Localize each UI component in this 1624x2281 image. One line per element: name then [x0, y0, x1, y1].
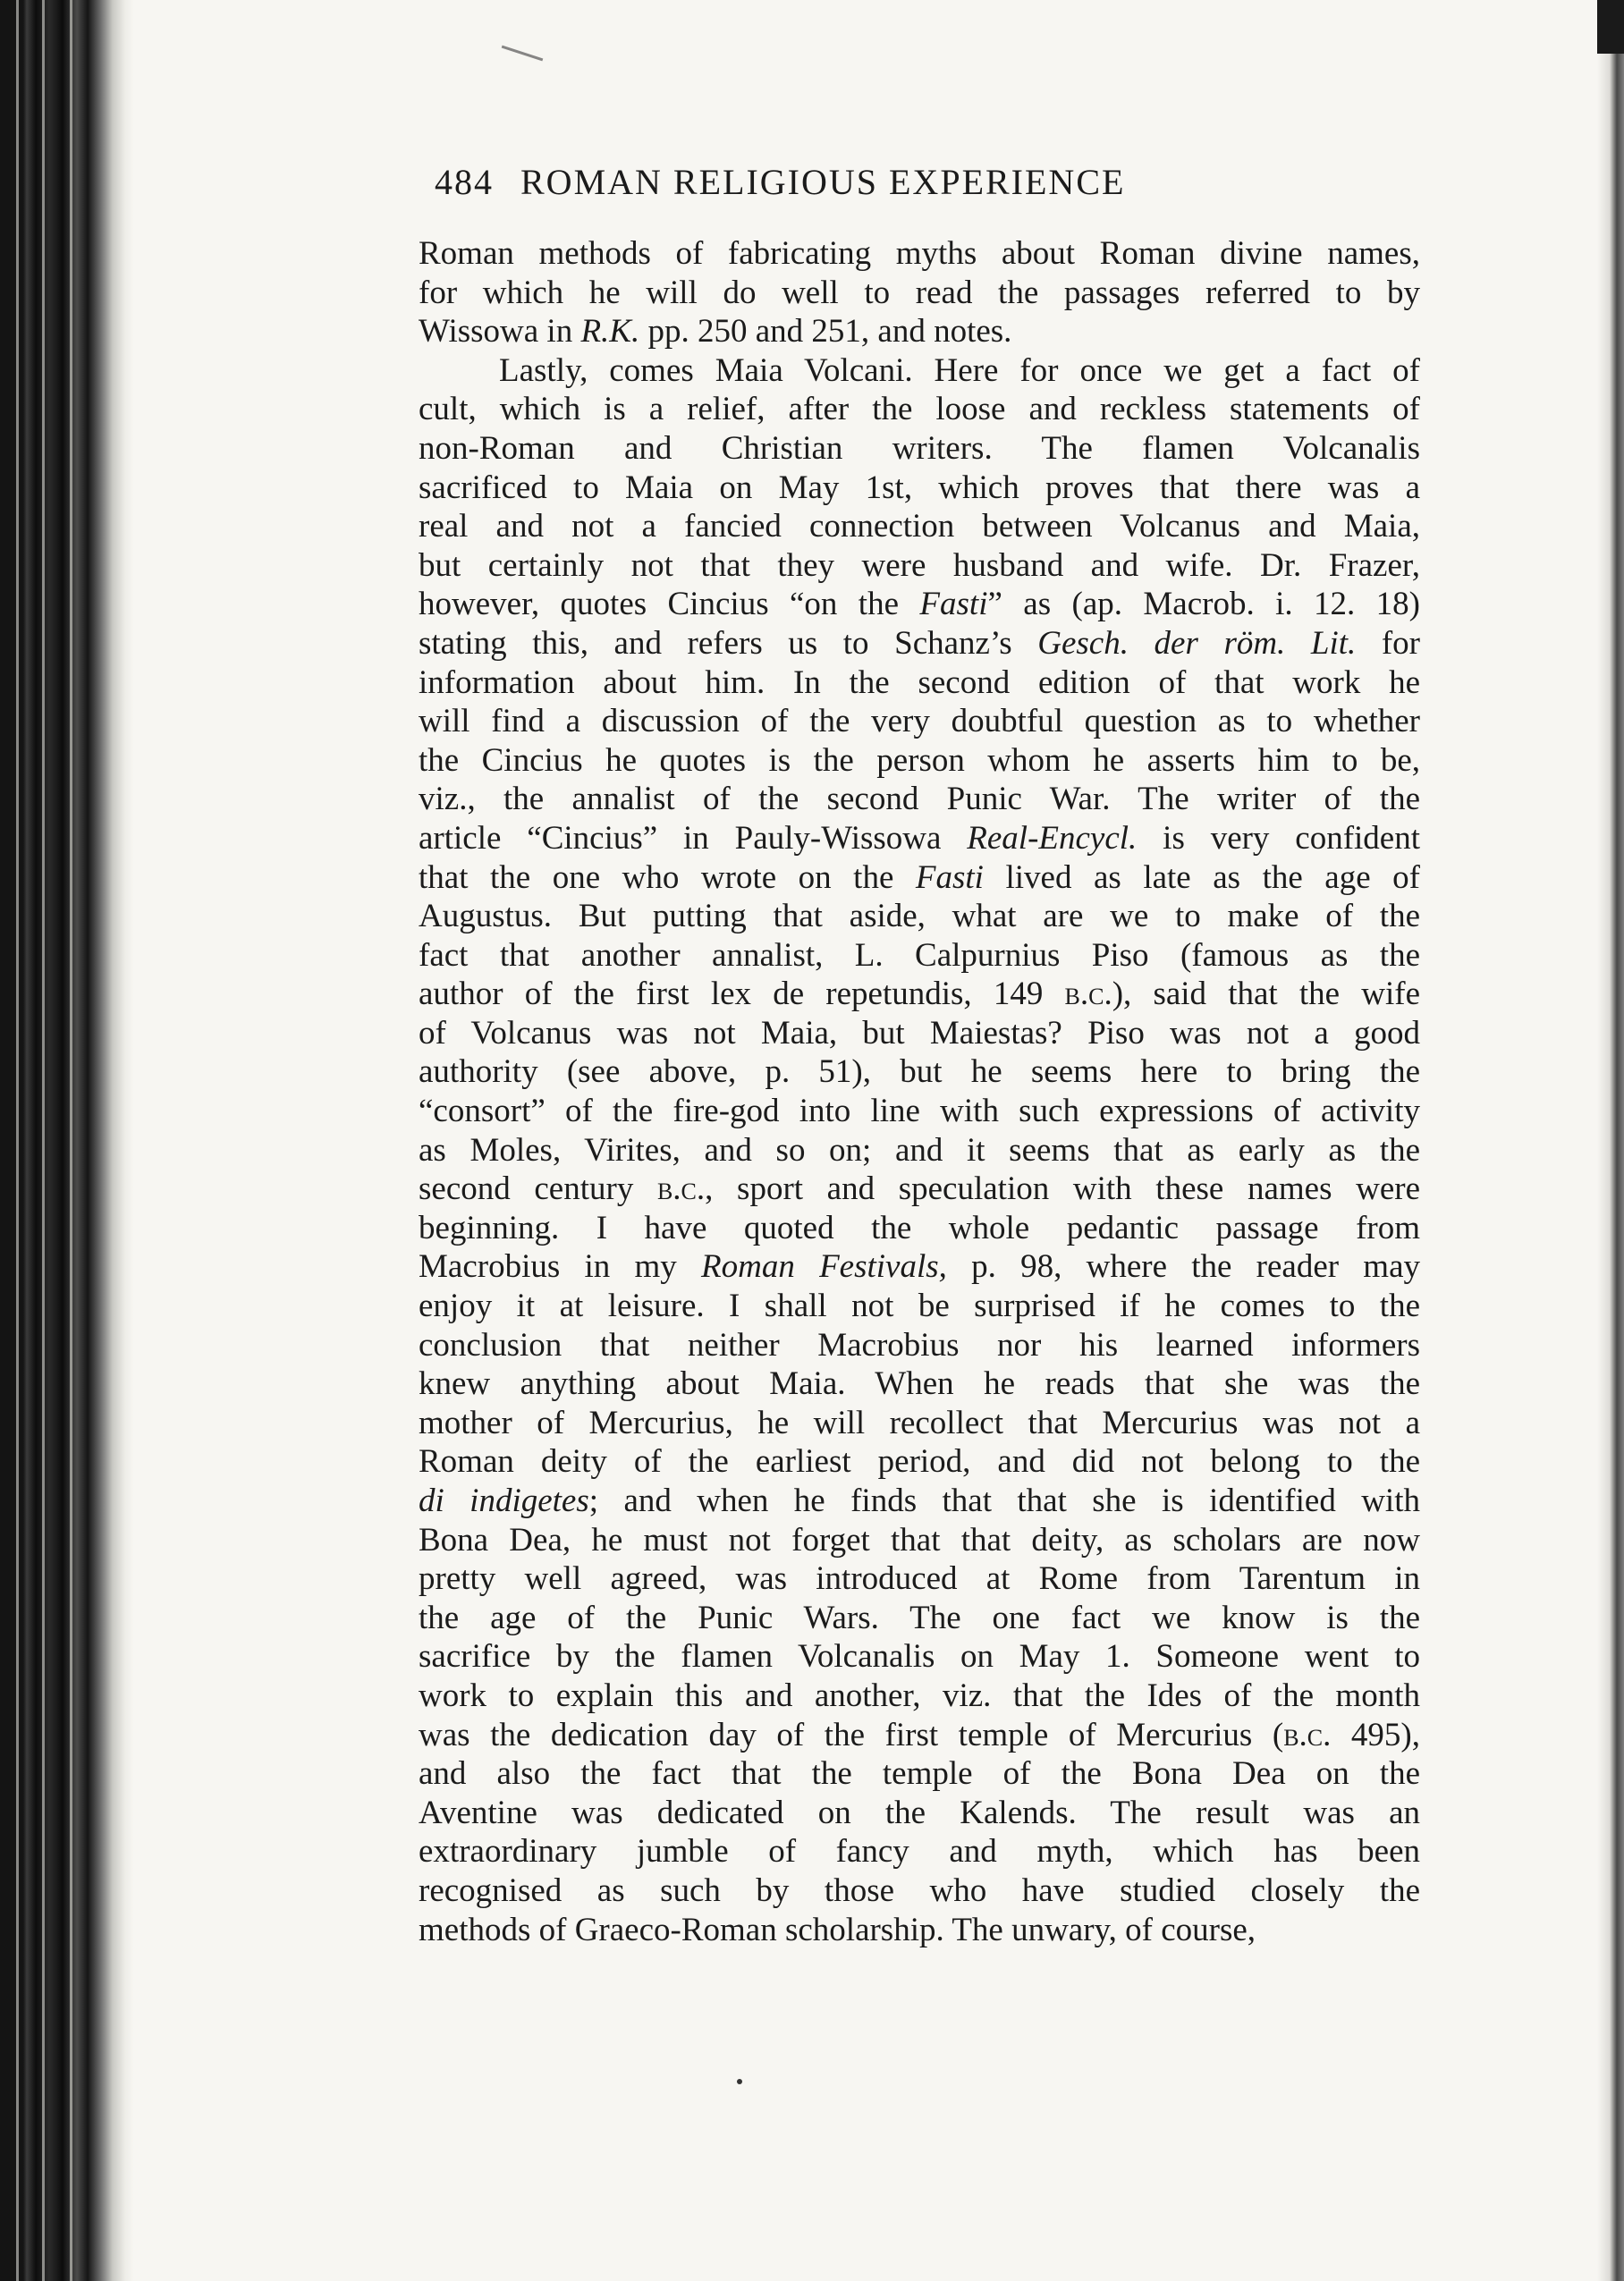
text-line: extraordinary jumble of fancy and myth, which has been: [419, 1833, 1420, 1871]
small-caps-span: b.c.: [1283, 1716, 1332, 1753]
text-line: information about him. In the second edition of that work he: [419, 663, 1420, 701]
text-span: Wissowa in: [419, 313, 581, 351]
text-span: , sport and speculation with these names were: [705, 1170, 1420, 1208]
text-line: Bona Dea, he must not forget that that deity, as scholars are now: [419, 1521, 1420, 1559]
page-number: 484: [435, 162, 494, 202]
binding-streak: [16, 0, 19, 2281]
text-span: second century: [419, 1170, 657, 1208]
text-line: cult, which is a relief, after the loose and reckless statements of: [419, 391, 1420, 428]
text-line: non-Roman and Christian writers. The flamen Volcanalis: [419, 429, 1420, 467]
text-line: knew anything about Maia. When he reads that she was the: [419, 1365, 1420, 1403]
text-line: [419, 819, 1420, 858]
text-line: Augustus. But putting that aside, what are we to make of the: [419, 898, 1420, 935]
text-span: 495),: [1331, 1716, 1420, 1753]
text-line: [419, 624, 1420, 663]
text-line: [419, 1716, 1420, 1755]
text-line: but certainly not that they were husband and wife. Dr. Frazer,: [419, 546, 1420, 584]
text-span: for: [1356, 624, 1421, 662]
text-line: [419, 975, 1420, 1014]
text-line: real and not a fancied connection between Volcanus and Maia,: [419, 508, 1420, 545]
text-line: enjoy it at leisure. I shall not be surprised if he comes to the: [419, 1288, 1420, 1325]
text-line: the Cincius he quotes is the person whom he asserts him to be,: [419, 741, 1420, 779]
text-span: pp. 250 and 251, and notes.: [639, 313, 1012, 351]
body-text: [419, 234, 1420, 1949]
text-line: [419, 1482, 1420, 1521]
italic-span: Fasti: [915, 858, 984, 896]
running-header: [435, 161, 1418, 204]
book-binding-shadow: [0, 0, 134, 2281]
page-corner-shadow: [1597, 0, 1624, 54]
text-line: mother of Mercurius, he will recollect that Mercurius was not a: [419, 1404, 1420, 1441]
text-line: conclusion that neither Macrobius nor his learned informers: [419, 1326, 1420, 1364]
text-span: ” as (ap. Macrob. i. 12. 18): [987, 586, 1420, 623]
running-head-title: ROMAN RELIGIOUS EXPERIENCE: [520, 162, 1126, 202]
text-span: is very confident: [1137, 819, 1421, 857]
text-line: Roman methods of fabricating myths about Roman divine names,: [419, 235, 1420, 272]
text-span: however, quotes Cincius “on the: [419, 586, 920, 623]
binding-streak: [70, 0, 72, 2281]
text-line: [419, 1247, 1420, 1287]
text-line: viz., the annalist of the second Punic War. The writer of the: [419, 781, 1420, 818]
page-right-edge: [1597, 0, 1624, 2281]
text-line: pretty well agreed, was introduced at Rome from Tarentum in: [419, 1560, 1420, 1598]
small-caps-span: b.c.: [1064, 976, 1112, 1013]
text-span: was the dedication day of the first temple of Mercurius (: [419, 1716, 1284, 1753]
text-span: ; and when he finds that that she is identified with: [588, 1483, 1420, 1519]
pencil-mark: [502, 46, 544, 62]
text-line: beginning. I have quoted the whole pedantic passage from: [419, 1209, 1420, 1246]
text-span: Macrobius in my: [419, 1248, 702, 1286]
text-span: author of the first lex de repetundis, 149: [419, 976, 1065, 1013]
text-line: fact that another annalist, L. Calpurnius Piso (famous as the: [419, 936, 1420, 974]
text-line: “consort” of the fire-god into line with such expressions of activity: [419, 1093, 1420, 1130]
text-line: the age of the Punic Wars. The one fact we know is the: [419, 1599, 1420, 1636]
text-line: and also the fact that the temple of the Bona Dea on the: [419, 1755, 1420, 1793]
italic-span: di indigetes: [419, 1483, 589, 1519]
text-line: work to explain this and another, viz. that the Ides of the month: [419, 1677, 1420, 1714]
text-span: article “Cincius” in Pauly-Wissowa: [419, 819, 968, 857]
text-line: [419, 585, 1420, 624]
italic-span: Real-Encycl.: [967, 819, 1138, 857]
italic-span: Gesch. der röm. Lit.: [1037, 624, 1357, 662]
text-line: recognised as such by those who have studied closely the: [419, 1871, 1420, 1909]
text-line: [419, 312, 1420, 351]
binding-streak: [42, 0, 45, 2281]
text-line: Roman deity of the earliest period, and did not belong to the: [419, 1443, 1420, 1481]
text-line: as Moles, Virites, and so on; and it seems that as early as the: [419, 1131, 1420, 1169]
text-span: that the one who wrote on the: [419, 858, 916, 896]
text-line: methods of Graeco-Roman scholarship. The unwary, of course,: [419, 1911, 1256, 1948]
text-span: stating this, and refers us to Schanz’s: [419, 624, 1038, 662]
text-line: of Volcanus was not Maia, but Maiestas? Piso was not a good: [419, 1014, 1420, 1052]
italic-span: Fasti: [919, 586, 988, 623]
text-line: sacrificed to Maia on May 1st, which proves that there was a: [419, 469, 1420, 506]
text-span: p. 98, where the reader may: [946, 1248, 1421, 1286]
text-line: [419, 858, 1420, 898]
text-line: [419, 1170, 1420, 1209]
text-span: lived as late as the age of: [983, 858, 1420, 896]
text-line: Lastly, comes Maia Volcani. Here for once we get a fact of: [499, 351, 1420, 389]
text-line: Aventine was dedicated on the Kalends. The result was an: [419, 1794, 1420, 1831]
stray-dot: [737, 2079, 742, 2084]
text-line: authority (see above, p. 51), but he seems here to bring the: [419, 1053, 1420, 1091]
italic-span: Roman Festivals,: [701, 1248, 947, 1286]
text-span: ), said that the wife: [1112, 976, 1420, 1013]
small-caps-span: b.c.: [656, 1170, 706, 1208]
italic-span: R.K.: [580, 313, 640, 351]
text-line: sacrifice by the flamen Volcanalis on May 1. Someone went to: [419, 1638, 1420, 1676]
text-line: will find a discussion of the very doubtful question as to whether: [419, 703, 1420, 740]
text-line: for which he will do well to read the passages referred to by: [419, 274, 1420, 311]
